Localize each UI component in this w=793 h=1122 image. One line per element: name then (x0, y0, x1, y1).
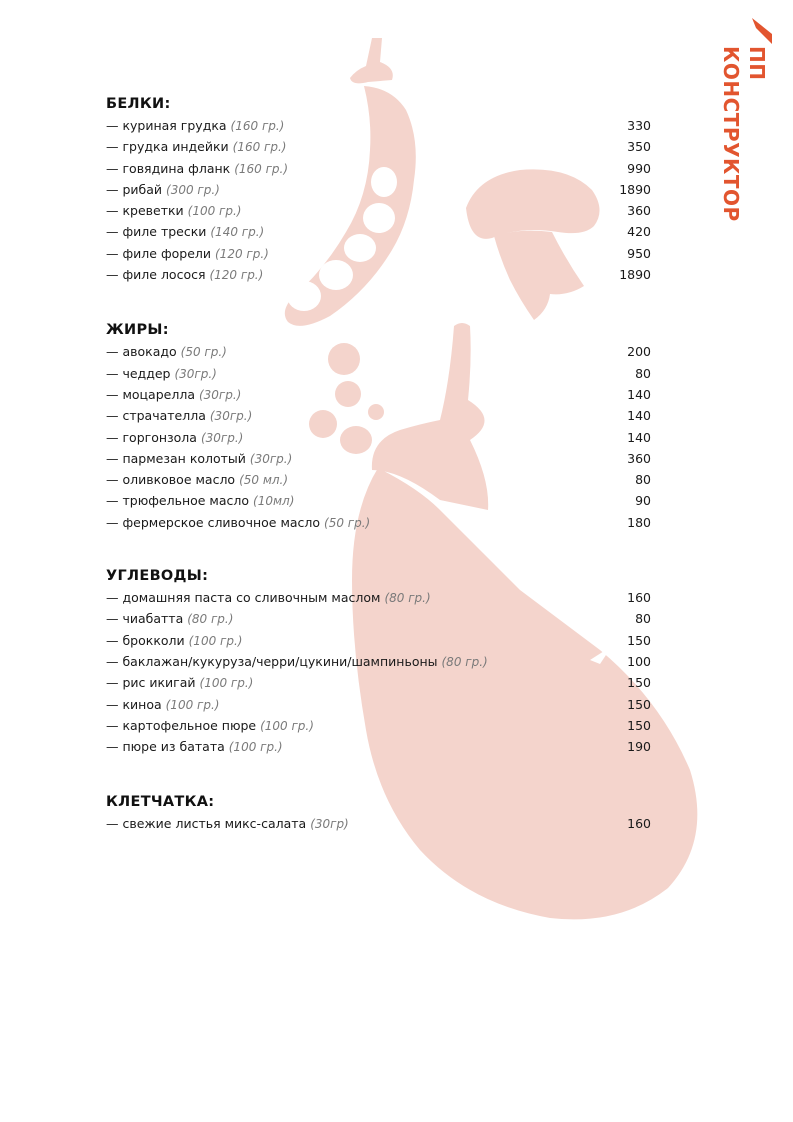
section-fiber (106, 791, 651, 834)
item-weight: (30гр.) (200, 430, 244, 445)
menu-item (106, 158, 651, 179)
item-price: 190 (627, 739, 651, 755)
menu-item (106, 813, 651, 834)
item-price: 1890 (619, 181, 651, 197)
item-price: 420 (627, 224, 651, 240)
brand-title (710, 46, 770, 276)
item-name: — куриная грудка (106, 118, 227, 133)
section-spacer (106, 285, 651, 319)
item-name: — грудка индейки (106, 139, 229, 155)
item-price: 990 (627, 160, 651, 176)
item-price: 160 (627, 816, 651, 832)
menu-item (106, 736, 651, 757)
item-price: 350 (627, 139, 651, 155)
item-name: — филе лосося (106, 267, 206, 283)
section-carbs (106, 565, 651, 757)
section-fats (106, 319, 651, 533)
menu-item (106, 221, 651, 242)
menu-list (106, 93, 651, 835)
item-weight: (100 гр.) (228, 740, 283, 755)
item-weight: (100 гр.) (260, 718, 314, 733)
item-name: — креветки (106, 203, 184, 219)
item-price: 360 (627, 203, 651, 219)
menu-item (106, 651, 651, 672)
item-price: 330 (627, 118, 651, 133)
item-price: 150 (627, 632, 651, 648)
item-weight: (120 гр.) (215, 246, 269, 261)
item-name: — брокколи (106, 632, 185, 648)
section-title: УГЛЕВОДЫ: (106, 568, 209, 585)
menu-item (106, 405, 651, 426)
item-weight: (80 гр.) (187, 612, 234, 627)
menu-item (106, 630, 651, 651)
item-weight: (80 гр.) (384, 591, 431, 606)
item-weight: (100 гр.) (188, 633, 243, 648)
menu-item (106, 179, 651, 200)
item-name: — страчателла (106, 408, 206, 424)
item-price: 360 (627, 450, 651, 466)
item-name: — домашняя паста со сливочным маслом (106, 590, 381, 606)
brand-title-line2: КОНСТРУКТОР (719, 46, 743, 222)
item-price: 150 (627, 717, 651, 733)
item-name: — картофельное пюре (106, 717, 257, 733)
item-weight: (80 гр.) (441, 654, 488, 669)
item-weight: (30гр.) (198, 387, 242, 402)
item-weight: (30гр) (310, 817, 349, 832)
menu-item (106, 448, 651, 469)
item-price: 80 (635, 472, 651, 488)
menu-item (106, 200, 651, 221)
item-name: — филе форели (106, 245, 212, 261)
item-weight: (100 гр.) (165, 697, 220, 712)
item-name: — говядина фланк (106, 160, 231, 176)
item-price: 80 (635, 365, 651, 381)
item-name: — фермерское сливочное масло (106, 514, 321, 530)
item-price: 80 (635, 611, 651, 627)
menu-item (106, 490, 651, 511)
item-name: — баклажан/кукуруза/черри/цукини/шампиньоны (106, 653, 438, 669)
brand-title-line1: ПП (745, 46, 769, 81)
item-price: 1890 (619, 267, 651, 283)
menu-item (106, 608, 651, 629)
section-proteins (106, 93, 651, 285)
item-name: — рис икигай (106, 675, 196, 691)
menu-item (106, 264, 651, 285)
item-name: — чиабатта (106, 611, 184, 627)
item-name: — моцарелла (106, 386, 195, 402)
item-price: 160 (627, 590, 651, 606)
item-weight: (160 гр.) (234, 161, 289, 176)
item-price: 140 (627, 408, 651, 424)
item-name: — трюфельное масло (106, 493, 250, 509)
item-weight: (30гр.) (249, 451, 293, 466)
item-name: — чеддер (106, 365, 171, 381)
item-price: 90 (635, 493, 651, 509)
menu-item (106, 469, 651, 490)
section-title: КЛЕТЧАТКА: (106, 794, 215, 811)
item-weight: (30гр.) (174, 366, 217, 381)
item-price: 150 (627, 675, 651, 691)
section-title: ЖИРЫ: (106, 322, 169, 339)
menu-item (106, 384, 651, 405)
item-name: — горгонзола (106, 429, 197, 445)
item-price: 140 (627, 429, 651, 445)
item-name: — пармезан колотый (106, 450, 246, 466)
item-price: 950 (627, 245, 651, 261)
item-name: — оливковое масло (106, 472, 236, 488)
section-spacer (106, 533, 651, 565)
menu-item (106, 715, 651, 736)
item-name: — филе трески (106, 224, 207, 240)
item-name: — пюре из батата (106, 739, 225, 755)
item-weight: (120 гр.) (209, 268, 264, 283)
menu-item (106, 115, 651, 136)
menu-item (106, 136, 651, 157)
item-weight: (30гр.) (209, 409, 253, 424)
item-weight: (100 гр.) (187, 204, 242, 219)
menu-item (106, 427, 651, 448)
brand-corner-mark (752, 18, 772, 44)
item-weight: (160 гр.) (230, 119, 285, 133)
section-title: БЕЛКИ: (106, 96, 171, 112)
item-price: 180 (627, 514, 651, 530)
item-weight: (140 гр.) (210, 225, 265, 240)
menu-item (106, 363, 651, 384)
item-weight: (10мл) (253, 494, 295, 509)
item-price: 200 (627, 344, 651, 360)
menu-item (106, 243, 651, 264)
item-price: 140 (627, 386, 651, 402)
menu-item (106, 587, 651, 608)
item-weight: (50 мл.) (239, 473, 289, 488)
item-weight: (160 гр.) (232, 140, 287, 155)
item-weight: (50 гр.) (324, 515, 371, 530)
item-name: — авокадо (106, 344, 177, 360)
item-price: 100 (627, 653, 651, 669)
menu-item (106, 672, 651, 693)
section-spacer (106, 757, 651, 791)
item-weight: (100 гр.) (199, 676, 254, 691)
item-weight: (50 гр.) (180, 345, 227, 360)
item-price: 150 (627, 696, 651, 712)
menu-item (106, 341, 651, 362)
menu-item (106, 694, 651, 715)
item-weight: (300 гр.) (166, 182, 220, 197)
item-name: — свежие листья микс-салата (106, 816, 307, 832)
menu-item (106, 512, 651, 533)
item-name: — рибай (106, 181, 163, 197)
item-name: — киноа (106, 696, 162, 712)
